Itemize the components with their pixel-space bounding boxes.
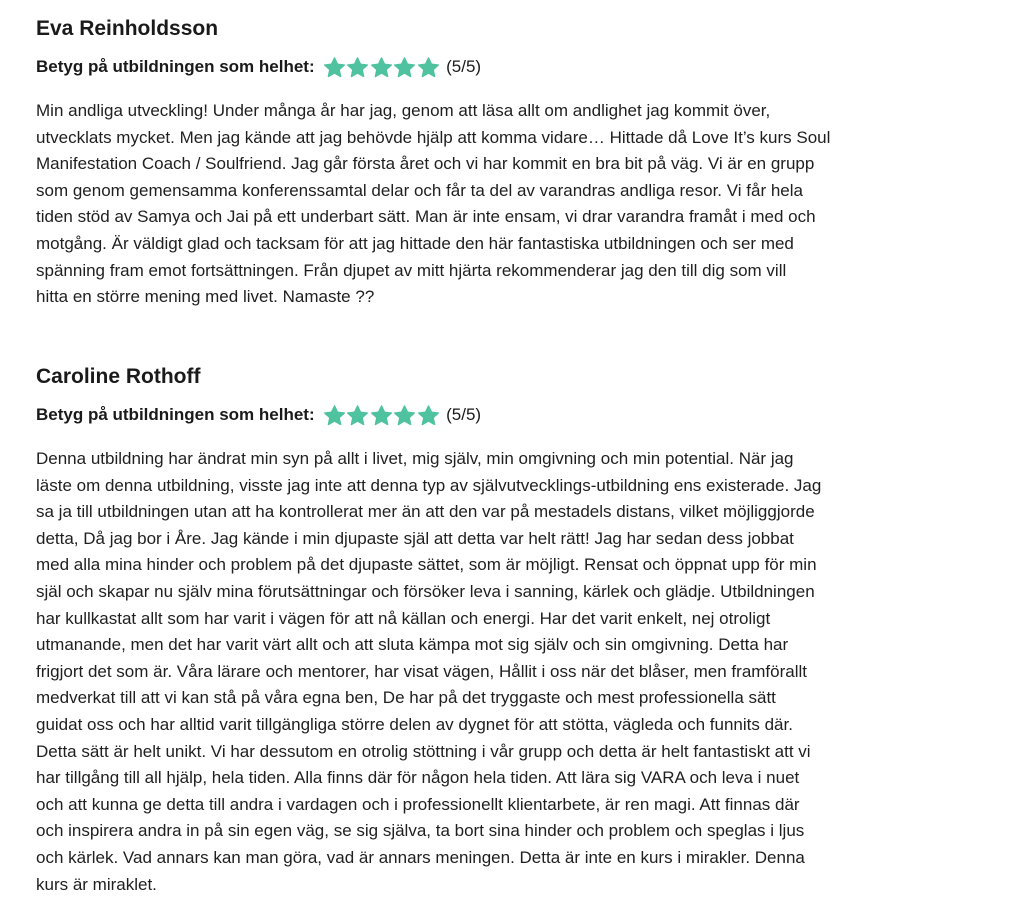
review-card <box>36 362 986 898</box>
star-icon <box>393 404 416 426</box>
rating-row <box>36 54 986 80</box>
review-text-line: Denna utbildning har ändrat min syn på allt i livet, mig själv, min omgivning och min potential. När jag <box>36 449 794 468</box>
star-icon <box>393 56 416 78</box>
review-text-line: frigjort det som är. Våra lärare och mentorer, har visat vägen, Hållit i oss när det blåser, men framförallt <box>36 661 808 681</box>
review-text-line: Manifestation Coach / Soulfriend. Jag går första året och vi har kommit en bra bit på väg. Vi är en grupp <box>36 154 815 174</box>
review-text-line: och inspirera andra in på sin egen väg, se sig själva, ta bort sina hinder och problem och speglas i ljus <box>36 821 805 841</box>
review-text-line: utvecklats mycket. Men jag kände att jag behövde hjälp att komma vidare… Hittade då Love It’s kurs Soul <box>36 127 831 147</box>
review-text-line: Detta sätt är helt unikt. Vi har dessutom en otrolig stöttning i vår grupp och detta är helt fantastiskt att vi <box>36 741 811 761</box>
rating-score: (5/5) <box>446 405 482 424</box>
rating-score: (5/5) <box>446 57 482 76</box>
rating-label: Betyg på utbildningen som helhet: <box>36 57 315 76</box>
star-icon <box>346 404 369 426</box>
review-text-line: motgång. Är väldigt glad och tacksam för att jag hittade den här fantastiska utbildningen och ser med <box>36 233 794 253</box>
review-text-line: med alla mina hinder och problem på det djupaste sättet, som är möjligt. Rensat och öppnat upp för min <box>36 555 817 575</box>
review-text-line: sa ja till utbildningen utan att ha kontrollerat mer än att den var på mestadels distans, vilket möjliggjorde <box>36 502 815 522</box>
review-text-line: har kullkastat allt som har varit i vägen för att nå källan och energi. Har det varit enkelt, nej otroligt <box>36 608 771 628</box>
star-rating <box>323 56 441 78</box>
star-icon <box>323 404 346 426</box>
star-rating <box>323 404 441 426</box>
review-text-line: detta, Då jag bor i Åre. Jag kände i min djupaste själ att detta var helt rätt! Jag har sedan dess jobbat <box>36 528 794 548</box>
star-icon <box>370 56 393 78</box>
star-icon <box>346 56 369 78</box>
star-icon <box>323 56 346 78</box>
review-text-line: hitta en större mening med livet. Namaste ?? <box>36 287 375 307</box>
reviewer-name: Eva Reinholdsson <box>36 17 219 40</box>
review-text-line: och att kunna ge detta till andra i vardagen och i professionellt klientarbete, är ren magi. Att finnas där <box>36 794 800 814</box>
rating-row <box>36 402 986 428</box>
reviewer-name: Caroline Rothoff <box>36 365 201 388</box>
review-card <box>36 14 986 311</box>
review-text-line: tiden stöd av Samya och Jai på ett underbart sätt. Man är inte ensam, vi drar varandra framåt i med och <box>36 207 816 227</box>
review-text-line: medverkat till att vi kan stå på våra egna ben, De har på det tryggaste och mest professionella sätt <box>36 688 776 708</box>
review-text <box>36 98 986 311</box>
review-text <box>36 446 986 898</box>
star-icon <box>417 404 440 426</box>
review-text-line: Min andliga utveckling! Under många år har jag, genom att läsa allt om andlighet jag kommit över, <box>36 101 771 120</box>
rating-label: Betyg på utbildningen som helhet: <box>36 405 315 424</box>
review-text-line: som genom gemensamma konferenssamtal delar och får ta del av varandras andliga resor. Vi får hela <box>36 180 803 200</box>
review-text-line: har tillgång till all hjälp, hela tiden. Alla finns där för någon hela tiden. Att lära sig VARA och leva i nuet <box>36 768 800 788</box>
review-text-line: spänning fram emot fortsättningen. Från djupet av mitt hjärta rekommenderar jag den till dig som vill <box>36 260 787 280</box>
review-text-line: kurs är miraklet. <box>36 874 157 894</box>
review-text-line: läste om denna utbildning, visste jag inte att denna typ av självutvecklings-utbildning ens existerade. Jag <box>36 475 822 495</box>
star-icon <box>370 404 393 426</box>
star-icon <box>417 56 440 78</box>
review-text-line: själ och skapar nu själv mina förutsättningar och försöker leva i sanning, kärlek och glädje. Utbildningen <box>36 581 815 601</box>
review-text-line: guidat oss och har alltid varit tillgängliga större delen av dygnet för att stötta, vägleda och funnits där. <box>36 714 793 734</box>
review-text-line: utmanande, men det har varit värt allt och att sluta kämpa mot sig själv och sin omgivning. Detta har <box>36 635 789 655</box>
review-text-line: och kärlek. Vad annars kan man göra, vad är annars meningen. Detta är inte en kurs i mirakler. Denna <box>36 847 805 867</box>
